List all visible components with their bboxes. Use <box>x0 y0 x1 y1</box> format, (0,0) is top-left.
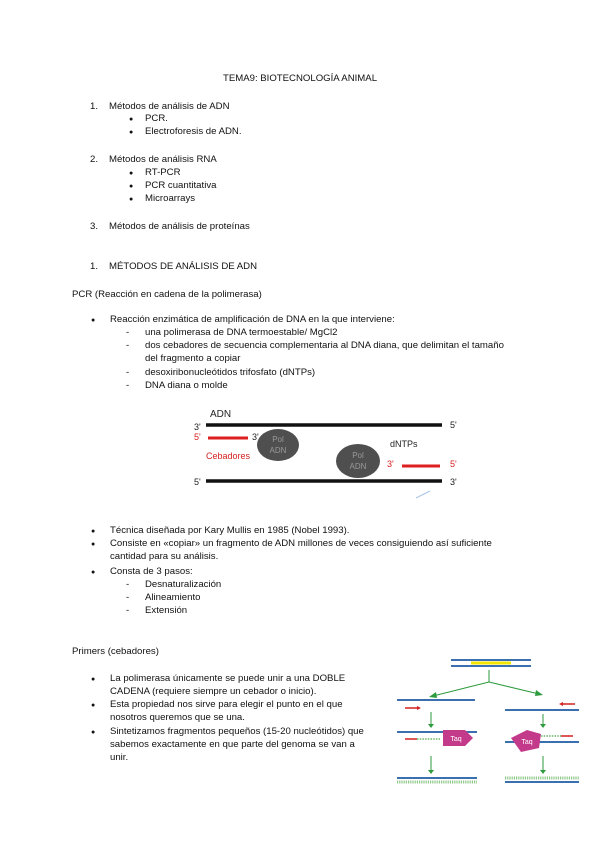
arrowhead-icon <box>417 706 421 710</box>
index-item-label: Métodos de análisis de proteínas <box>109 221 250 232</box>
primer-diagram <box>393 652 583 840</box>
index-number: 1. <box>89 101 98 112</box>
adn-label: ADN <box>210 409 232 420</box>
bullet-icon <box>91 313 95 327</box>
bullet-icon <box>91 537 95 551</box>
primers-bullet: Sintetizamos fragmentos pequeños (15-20 nucleótidos) que sabemos exactamente en que parte del genoma se van a unir. <box>110 726 364 763</box>
primer-end-label: 5' <box>450 459 457 469</box>
bullet-icon <box>129 192 133 206</box>
taq-label: Taq <box>521 739 533 746</box>
primers-bullet: La polimerasa únicamente se puede unir a una DOBLE CADENA (requiere siempre un cebador o inicio). <box>110 673 346 697</box>
polymerase-label: Pol <box>272 435 284 444</box>
pcr-component: una polimerasa de DNA termoestable/ MgCl2 <box>145 327 338 338</box>
bullet-icon <box>91 524 95 538</box>
bullet-icon <box>91 698 95 712</box>
polymerase-label: ADN <box>269 446 287 455</box>
bullet-icon <box>91 725 95 739</box>
index-subitem: PCR. <box>145 113 168 124</box>
flow-arrow <box>433 682 489 696</box>
pcr-bullet: Técnica diseñada por Kary Mullis en 1985 (Nobel 1993). <box>110 525 350 536</box>
index-subitem: Electroforesis de ADN. <box>145 126 242 137</box>
pcr-bullet: Consta de 3 pasos: <box>110 566 193 577</box>
cebadores-label: Cebadores <box>206 451 251 461</box>
section-heading: MÉTODOS DE ANÁLISIS DE ADN <box>109 261 258 272</box>
index-subitem: Microarrays <box>145 193 196 204</box>
dash-icon <box>126 326 129 339</box>
dash-icon <box>126 366 129 379</box>
polymerase-shape <box>257 429 299 461</box>
pcr-heading: PCR (Reacción en cadena de la polimerasa) <box>72 289 262 300</box>
primer-end-label: 3' <box>252 432 259 442</box>
index-subitem: RT-PCR <box>145 167 181 178</box>
pcr-step: Desnaturalización <box>145 579 222 590</box>
strand-end-label: 3' <box>194 422 201 432</box>
pcr-intro: Reacción enzimática de amplificación de DNA en la que interviene: <box>110 314 395 325</box>
arrowhead-icon <box>428 724 434 728</box>
index-item-label: Métodos de análisis RNA <box>109 154 217 165</box>
section-number: 1. <box>89 261 98 272</box>
polymerase-shape <box>336 444 380 478</box>
primer-end-label: 3' <box>387 459 394 469</box>
bullet-icon <box>129 179 133 193</box>
polymerase-label: ADN <box>349 462 367 471</box>
strand-end-label: 5' <box>194 477 201 487</box>
dash-icon <box>126 578 129 591</box>
arrowhead-icon <box>535 690 543 696</box>
arrowhead-icon <box>559 702 563 706</box>
bullet-icon <box>129 112 133 126</box>
bullet-icon <box>91 672 95 686</box>
dash-icon <box>126 339 129 352</box>
arrowhead-icon <box>428 770 434 774</box>
bullet-icon <box>91 565 95 579</box>
index-number: 3. <box>89 221 98 232</box>
pcr-component: desoxiribonucleótidos trifosfato (dNTPs) <box>145 367 316 378</box>
index-item-label: Métodos de análisis de ADN <box>109 101 230 112</box>
arrowhead-icon <box>429 692 437 698</box>
strand-end-label: 3' <box>450 477 457 487</box>
dash-icon <box>126 591 129 604</box>
target-region <box>471 662 511 665</box>
arrowhead-icon <box>540 724 546 728</box>
taq-label: Taq <box>450 736 462 743</box>
pcr-component: DNA diana o molde <box>145 380 228 391</box>
pcr-component: dos cebadores de secuencia complementaria al DNA diana, que delimitan el tamaño del fragmento a copiar <box>145 340 504 364</box>
polymerase-label: Pol <box>352 451 364 460</box>
primers-bullet: Esta propiedad nos sirve para elegir el punto en el que nosotros queremos que se una. <box>110 699 343 723</box>
dash-icon <box>126 379 129 392</box>
document-title: TEMA9: BIOTECNOLOGÍA ANIMAL <box>222 73 378 84</box>
dash-icon <box>126 604 129 617</box>
pcr-diagram <box>180 403 480 503</box>
flow-arrow <box>489 682 539 694</box>
strand-end-label: 5' <box>450 420 457 430</box>
bullet-icon <box>129 125 133 139</box>
dntps-label: dNTPs <box>390 439 418 449</box>
index-subitem: PCR cuantitativa <box>145 180 217 191</box>
pcr-step: Extensión <box>145 605 188 616</box>
pcr-step: Alineamiento <box>145 592 201 603</box>
index-number: 2. <box>89 154 98 165</box>
arrowhead-icon <box>540 770 546 774</box>
primer-end-label: 5' <box>194 432 201 442</box>
primers-heading: Primers (cebadores) <box>72 646 159 657</box>
pcr-bullet: Consiste en «copiar» un fragmento de ADN millones de veces consiguiendo así suficiente cantidad para su análisis. <box>110 538 492 562</box>
bullet-icon <box>129 166 133 180</box>
